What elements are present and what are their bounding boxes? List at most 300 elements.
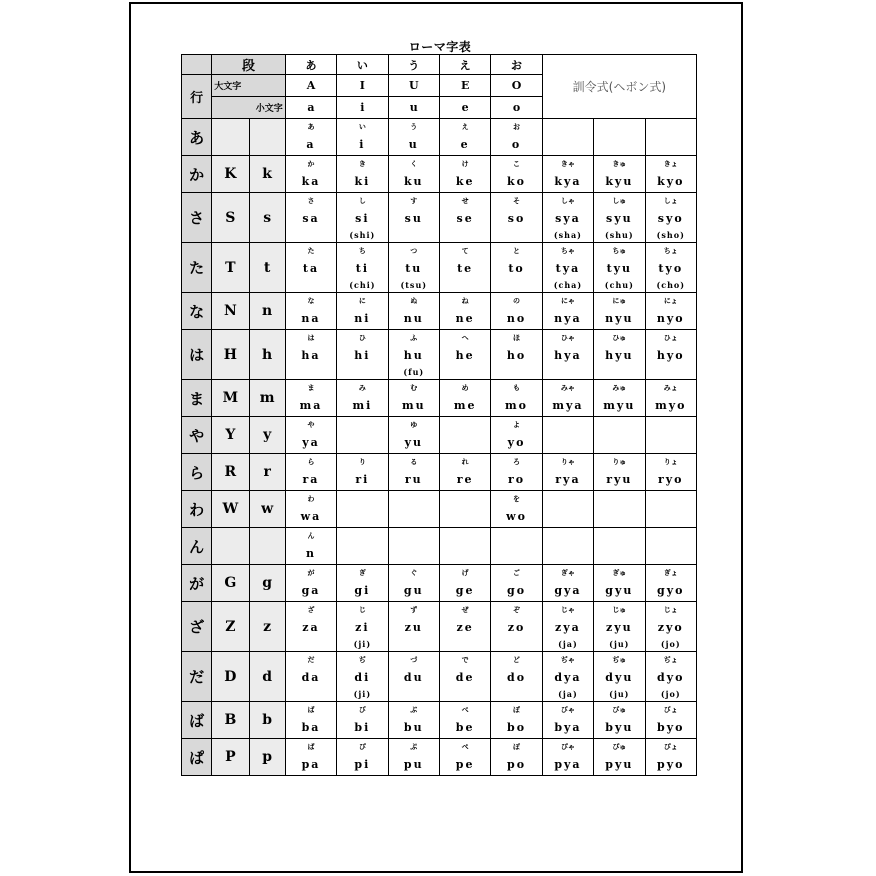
kana-cell xyxy=(439,330,490,380)
kana-cell xyxy=(491,491,542,528)
romaji-text: hi xyxy=(354,349,371,362)
header-gyo: 行 xyxy=(182,75,212,119)
row-kana: な xyxy=(182,293,212,330)
kana-cell xyxy=(285,156,336,193)
kana-cell xyxy=(388,417,439,454)
romaji-text: wo xyxy=(506,510,527,523)
yoon-cell xyxy=(645,119,696,156)
romaji-text: ge xyxy=(455,584,475,597)
kana-glyph: じ xyxy=(358,606,366,614)
yoon-cell xyxy=(645,380,696,417)
romaji-text: ka xyxy=(301,175,321,188)
kana-glyph: れ xyxy=(461,458,469,466)
kana-glyph xyxy=(594,491,644,507)
alt-romaji xyxy=(646,366,696,379)
romaji-text: ryu xyxy=(606,473,633,486)
romaji-text: bo xyxy=(507,721,527,734)
kana-cell xyxy=(491,528,542,565)
kana-cell xyxy=(337,417,388,454)
kana-glyph: ちゃ xyxy=(560,247,575,255)
alt-romaji xyxy=(389,638,439,651)
row-kana: だ xyxy=(182,652,212,702)
kana-cell xyxy=(337,293,388,330)
romaji-text xyxy=(646,544,696,564)
kana-glyph xyxy=(440,417,490,433)
kana-glyph: け xyxy=(461,160,469,168)
kana-cell xyxy=(388,119,439,156)
table-row xyxy=(182,739,697,776)
kana-glyph: ぢゅ xyxy=(612,656,627,664)
header-upper-label: 大文字 xyxy=(212,75,286,97)
kana-cell xyxy=(388,330,439,380)
row-upper xyxy=(212,528,249,565)
kana-glyph: ひゅ xyxy=(612,334,627,342)
kana-glyph: ひゃ xyxy=(560,334,575,342)
yoon-cell xyxy=(594,330,645,380)
row-upper: Z xyxy=(212,602,249,652)
kana-glyph: ふ xyxy=(410,334,418,342)
romaji-text: mya xyxy=(552,399,584,412)
kana-glyph: が xyxy=(307,569,315,577)
kana-cell xyxy=(491,156,542,193)
kana-glyph: りゃ xyxy=(560,458,575,466)
kana-glyph xyxy=(543,119,593,135)
kana-cell xyxy=(439,652,490,702)
row-upper: B xyxy=(212,702,249,739)
alt-romaji: (fu) xyxy=(403,367,425,377)
kana-glyph: きゃ xyxy=(560,160,575,168)
yoon-cell xyxy=(645,565,696,602)
romaji-text xyxy=(594,507,644,527)
row-upper: M xyxy=(212,380,249,417)
yoon-cell xyxy=(542,380,593,417)
yoon-cell xyxy=(645,702,696,739)
header-vowel-upper: A xyxy=(285,75,336,97)
alt-romaji: (shi) xyxy=(349,230,376,240)
kana-cell xyxy=(388,156,439,193)
kana-glyph: ぢ xyxy=(358,656,366,664)
row-kana: ざ xyxy=(182,602,212,652)
alt-romaji: (chu) xyxy=(604,280,634,290)
kana-cell xyxy=(337,156,388,193)
kana-glyph: ぴゃ xyxy=(560,743,575,751)
yoon-cell xyxy=(542,330,593,380)
kana-cell xyxy=(388,454,439,491)
kana-cell xyxy=(439,491,490,528)
table-row xyxy=(182,602,697,652)
romaji-text: tyo xyxy=(658,262,684,275)
kana-glyph: ら xyxy=(307,458,315,466)
romaji-text: syo xyxy=(657,212,684,225)
romaji-text: bu xyxy=(403,721,424,734)
romaji-text: rya xyxy=(555,473,581,486)
kana-glyph: りょ xyxy=(663,458,678,466)
kana-glyph xyxy=(389,491,439,507)
yoon-cell xyxy=(542,528,593,565)
alt-romaji xyxy=(543,366,593,379)
kana-glyph: ぷ xyxy=(410,743,418,751)
romaji-text: gyu xyxy=(605,584,634,597)
romaji-text xyxy=(337,544,387,564)
romaji-text: se xyxy=(456,212,474,225)
romaji-text: mi xyxy=(352,399,373,412)
yoon-cell xyxy=(542,602,593,652)
kana-cell xyxy=(439,380,490,417)
kana-cell xyxy=(337,119,388,156)
romaji-text xyxy=(646,507,696,527)
alt-romaji xyxy=(440,638,490,651)
kana-glyph: い xyxy=(358,123,366,131)
kana-glyph: し xyxy=(358,197,366,205)
romaji-text: ro xyxy=(507,473,526,486)
romaji-text: da xyxy=(301,671,321,684)
romaji-text xyxy=(440,433,490,453)
romaji-text: u xyxy=(408,138,419,151)
kana-glyph: そ xyxy=(513,197,521,205)
kana-glyph: で xyxy=(461,656,469,664)
alt-romaji: (ju) xyxy=(609,639,630,649)
romaji-text: he xyxy=(455,349,475,362)
kana-glyph: づ xyxy=(410,656,418,664)
kana-glyph: を xyxy=(513,495,521,503)
row-lower: b xyxy=(249,702,285,739)
kana-glyph: ん xyxy=(307,532,315,540)
romaji-text: go xyxy=(507,584,527,597)
romaji-text: no xyxy=(506,312,527,325)
kana-cell xyxy=(285,417,336,454)
alt-romaji xyxy=(491,688,541,701)
yoon-cell xyxy=(645,417,696,454)
kana-cell xyxy=(439,454,490,491)
romaji-text: zi xyxy=(355,621,370,634)
yoon-cell xyxy=(594,491,645,528)
kana-cell xyxy=(285,491,336,528)
kana-glyph: びゅ xyxy=(612,706,627,714)
kana-glyph xyxy=(389,528,439,544)
table-row xyxy=(182,454,697,491)
kana-glyph xyxy=(646,119,696,135)
row-lower: n xyxy=(249,293,285,330)
kana-cell xyxy=(388,528,439,565)
romaji-text xyxy=(337,507,387,527)
romaji-text: ta xyxy=(302,262,320,275)
row-lower: p xyxy=(249,739,285,776)
row-upper: G xyxy=(212,565,249,602)
alt-romaji xyxy=(286,229,336,242)
kana-cell xyxy=(388,193,439,243)
romaji-text: pi xyxy=(354,758,371,771)
yoon-cell xyxy=(542,491,593,528)
romaji-text: zu xyxy=(404,621,423,634)
alt-romaji xyxy=(491,229,541,242)
kana-glyph: ちゅ xyxy=(612,247,627,255)
table-row xyxy=(182,156,697,193)
alt-romaji xyxy=(286,366,336,379)
kana-glyph: と xyxy=(513,247,521,255)
romaji-text xyxy=(543,433,593,453)
romaji-text: mo xyxy=(505,399,529,412)
romaji-text: zyu xyxy=(606,621,633,634)
alt-romaji: (ju) xyxy=(609,689,630,699)
row-kana: や xyxy=(182,417,212,454)
romaji-text: zya xyxy=(555,621,581,634)
header-vowel-hira: え xyxy=(439,55,490,75)
row-upper xyxy=(212,119,249,156)
romaji-text: bi xyxy=(354,721,371,734)
kana-glyph: も xyxy=(513,384,521,392)
romaji-text: hyu xyxy=(605,349,634,362)
romaji-text: pa xyxy=(301,758,321,771)
romaji-text: po xyxy=(507,758,527,771)
yoon-cell xyxy=(594,454,645,491)
romaji-text: kyu xyxy=(605,175,634,188)
kana-glyph: め xyxy=(461,384,469,392)
header-row-dan xyxy=(182,55,697,75)
romaji-text: gi xyxy=(354,584,371,597)
row-kana: さ xyxy=(182,193,212,243)
kana-cell xyxy=(285,702,336,739)
romaji-text: su xyxy=(404,212,423,225)
kana-cell xyxy=(439,417,490,454)
yoon-cell xyxy=(542,417,593,454)
kana-cell xyxy=(439,293,490,330)
romaji-text: dya xyxy=(554,671,582,684)
row-kana: わ xyxy=(182,491,212,528)
row-kana: ば xyxy=(182,702,212,739)
header-vowel-upper: O xyxy=(491,75,542,97)
romaji-text xyxy=(594,433,644,453)
yoon-cell xyxy=(645,193,696,243)
header-lower-label: 小文字 xyxy=(212,97,286,119)
kana-glyph: へ xyxy=(461,334,469,342)
kana-glyph: びょ xyxy=(663,706,678,714)
alt-romaji: (jo) xyxy=(660,689,681,699)
romaji-text: re xyxy=(456,473,474,486)
yoon-cell xyxy=(594,565,645,602)
table-row xyxy=(182,243,697,293)
kana-glyph: せ xyxy=(461,197,469,205)
kana-cell xyxy=(491,739,542,776)
romaji-text: pyu xyxy=(605,758,634,771)
romaji-text: ru xyxy=(404,473,423,486)
kana-cell xyxy=(388,602,439,652)
kana-glyph: ゆ xyxy=(410,421,418,429)
row-lower: s xyxy=(249,193,285,243)
kana-glyph: や xyxy=(307,421,315,429)
alt-romaji xyxy=(491,366,541,379)
alt-romaji xyxy=(594,366,644,379)
kana-glyph: つ xyxy=(410,247,418,255)
romaji-text: do xyxy=(507,671,527,684)
romaji-text: ga xyxy=(301,584,321,597)
alt-romaji: (ja) xyxy=(558,689,578,699)
yoon-cell xyxy=(594,417,645,454)
romaji-table-body xyxy=(182,55,697,776)
kana-cell xyxy=(388,293,439,330)
header-vowel-lower: i xyxy=(337,97,388,119)
romaji-text: za xyxy=(302,621,320,634)
yoon-cell xyxy=(594,739,645,776)
kana-glyph: ぎ xyxy=(358,569,366,577)
romaji-text: tyu xyxy=(606,262,633,275)
yoon-cell xyxy=(542,565,593,602)
kana-cell xyxy=(285,243,336,293)
kana-glyph: の xyxy=(513,297,521,305)
kana-glyph: か xyxy=(307,160,315,168)
alt-romaji: (ji) xyxy=(353,639,372,649)
kana-glyph: う xyxy=(410,123,418,131)
kana-glyph: ぴょ xyxy=(663,743,678,751)
romaji-text xyxy=(646,135,696,155)
kana-cell xyxy=(285,565,336,602)
kana-glyph: き xyxy=(358,160,366,168)
kana-glyph: にゃ xyxy=(560,297,575,305)
header-vowel-hira: あ xyxy=(285,55,336,75)
header-vowel-upper: U xyxy=(388,75,439,97)
kana-glyph: じゅ xyxy=(612,606,627,614)
kana-glyph xyxy=(337,417,387,433)
kana-glyph: ぺ xyxy=(461,743,469,751)
kana-glyph: ろ xyxy=(513,458,521,466)
kana-glyph xyxy=(440,491,490,507)
table-row xyxy=(182,528,697,565)
kana-cell xyxy=(491,243,542,293)
alt-romaji xyxy=(286,638,336,651)
kana-cell xyxy=(337,330,388,380)
yoon-cell xyxy=(594,380,645,417)
romaji-text: a xyxy=(306,138,316,151)
kana-glyph: た xyxy=(307,247,315,255)
header-vowel-upper: E xyxy=(439,75,490,97)
romaji-text xyxy=(491,544,541,564)
kana-glyph: な xyxy=(307,297,315,305)
kana-cell xyxy=(337,491,388,528)
alt-romaji: (shu) xyxy=(604,230,634,240)
row-lower xyxy=(249,528,285,565)
kana-cell xyxy=(388,565,439,602)
kana-glyph: げ xyxy=(461,569,469,577)
romaji-text: si xyxy=(355,212,370,225)
yoon-cell xyxy=(645,652,696,702)
kana-glyph: ね xyxy=(461,297,469,305)
romaji-text: yo xyxy=(507,436,526,449)
table-row xyxy=(182,565,697,602)
romaji-text: ni xyxy=(354,312,371,325)
table-row xyxy=(182,417,697,454)
kana-glyph: しょ xyxy=(663,197,678,205)
kana-glyph: ぜ xyxy=(461,606,469,614)
romaji-text: n xyxy=(305,547,316,560)
row-upper: W xyxy=(212,491,249,528)
romaji-text: sya xyxy=(555,212,581,225)
row-kana: ぱ xyxy=(182,739,212,776)
kana-cell xyxy=(337,739,388,776)
kana-glyph: ど xyxy=(513,656,521,664)
header-vowel-lower: e xyxy=(439,97,490,119)
alt-romaji: (sho) xyxy=(656,230,685,240)
kana-glyph: ぎゅ xyxy=(612,569,627,577)
kana-cell xyxy=(285,454,336,491)
yoon-cell xyxy=(542,156,593,193)
romaji-text: myo xyxy=(655,399,687,412)
kana-cell xyxy=(285,739,336,776)
kana-cell xyxy=(285,602,336,652)
yoon-cell xyxy=(594,652,645,702)
yoon-cell xyxy=(645,293,696,330)
row-kana: ん xyxy=(182,528,212,565)
kana-cell xyxy=(439,243,490,293)
romaji-text: ti xyxy=(355,262,369,275)
romaji-text xyxy=(440,507,490,527)
row-lower: y xyxy=(249,417,285,454)
alt-romaji: (sha) xyxy=(553,230,582,240)
kana-glyph: ぞ xyxy=(513,606,521,614)
kana-glyph: り xyxy=(358,458,366,466)
romaji-table xyxy=(181,54,697,776)
kana-glyph: ぎゃ xyxy=(560,569,575,577)
romaji-text: ko xyxy=(507,175,527,188)
yoon-cell xyxy=(542,739,593,776)
romaji-text: hyo xyxy=(656,349,685,362)
row-kana: ま xyxy=(182,380,212,417)
alt-romaji: (ja) xyxy=(558,639,578,649)
kana-cell xyxy=(337,652,388,702)
romaji-text: hya xyxy=(554,349,582,362)
kana-glyph: ま xyxy=(307,384,315,392)
header-corner xyxy=(182,55,212,75)
romaji-text: de xyxy=(455,671,475,684)
romaji-text: zo xyxy=(507,621,526,634)
kana-glyph: ぐ xyxy=(410,569,418,577)
kana-cell xyxy=(439,602,490,652)
yoon-cell xyxy=(645,243,696,293)
yoon-cell xyxy=(542,193,593,243)
romaji-text: gya xyxy=(554,584,582,597)
table-row xyxy=(182,652,697,702)
kana-glyph: す xyxy=(410,197,418,205)
alt-romaji: (tsu) xyxy=(400,280,428,290)
alt-romaji: (cho) xyxy=(656,280,686,290)
kana-glyph xyxy=(646,528,696,544)
row-upper: K xyxy=(212,156,249,193)
yoon-cell xyxy=(594,119,645,156)
romaji-text: o xyxy=(511,138,522,151)
alt-romaji xyxy=(491,279,541,292)
romaji-text: hu xyxy=(403,349,424,362)
kana-glyph: ぴ xyxy=(358,743,366,751)
romaji-text: so xyxy=(507,212,526,225)
yoon-cell xyxy=(594,193,645,243)
romaji-text: pyo xyxy=(657,758,685,771)
kana-cell xyxy=(337,380,388,417)
romaji-text: sa xyxy=(302,212,320,225)
yoon-cell xyxy=(542,293,593,330)
kana-glyph: べ xyxy=(461,706,469,714)
kana-cell xyxy=(285,293,336,330)
header-vowel-lower: a xyxy=(285,97,336,119)
kana-cell xyxy=(491,602,542,652)
table-row xyxy=(182,119,697,156)
kana-glyph: ぱ xyxy=(307,743,315,751)
kana-glyph: ぬ xyxy=(410,297,418,305)
kana-cell xyxy=(388,702,439,739)
kana-glyph: ぼ xyxy=(513,706,521,714)
kana-glyph xyxy=(337,528,387,544)
romaji-text: dyo xyxy=(657,671,685,684)
row-lower: t xyxy=(249,243,285,293)
page-title: ローマ字表 xyxy=(408,40,472,54)
row-upper: T xyxy=(212,243,249,293)
